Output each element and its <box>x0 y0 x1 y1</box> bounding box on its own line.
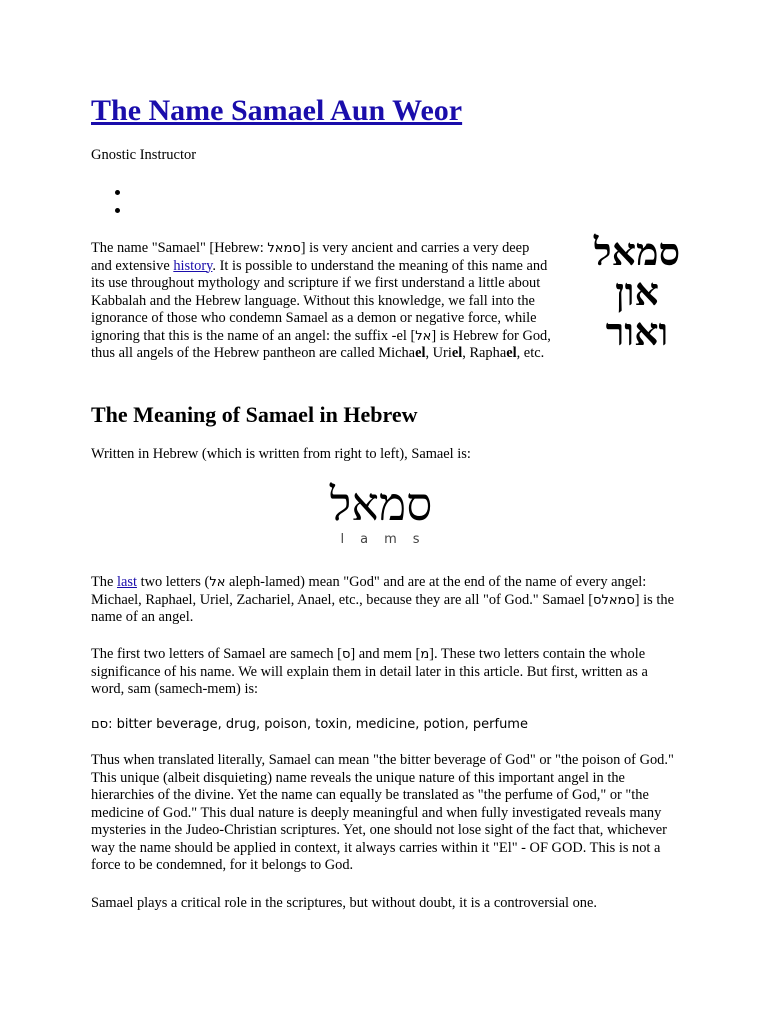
paragraph: Samael plays a critical role in the scriptures, but without doubt, it is a controversial one. <box>91 895 597 911</box>
page-title <box>91 94 462 128</box>
intro-paragraph <box>91 240 553 363</box>
samael-hebrew-figure <box>321 478 441 547</box>
history-link[interactable]: history <box>173 257 213 274</box>
hebrew-word: סמאל <box>593 229 681 274</box>
section-heading: The Meaning of Samael in Hebrew <box>91 402 418 427</box>
text: : bitter beverage, drug, poison, toxin, medicine, potion, perfume <box>108 717 528 732</box>
hebrew-word: און <box>615 269 659 314</box>
paragraph: Thus when translated literally, Samael can mean "the bitter beverage of God" or "the poison of God." This unique (albeit disquieting) name reveals the unique nature of this important angel in the hierarchies of the divine. Yet the name can equally be translated as "the perfume of God," or "the medicine of God." This dual nature is deeply meaningful and when fully investigated reveals many mysteries in the Judeo-Christian scriptures. Yet, one should not lose sight of the fact that, whichever way the name should be applied in context, it always carries within it "El" - OF GOD. This is not a force to be condemned, for it belongs to God. <box>91 752 674 873</box>
subtitle: Gnostic Instructor <box>91 147 197 163</box>
text: The name "Samael" [Hebrew: <box>91 240 268 256</box>
hebrew-text: מ <box>420 647 430 662</box>
hebrew-name-graphic <box>593 229 681 354</box>
text: ]. These two letters contain the whole significance of his name. We will explain them in detail later in this article. But first, written as a word, sam (samech-mem) is: <box>91 646 648 697</box>
transliteration: lams <box>340 532 436 547</box>
text: The <box>91 574 117 590</box>
hebrew-text: סמאל <box>267 241 301 256</box>
text: , Rapha <box>462 345 507 361</box>
bold-suffix: el <box>415 345 426 361</box>
paragraph <box>91 574 681 627</box>
hebrew-word: סמאל <box>329 477 433 531</box>
sam-definition <box>91 716 681 734</box>
hebrew-text: אל <box>209 575 226 590</box>
text: The first two letters of Samael are samech [ <box>91 646 342 662</box>
title-link[interactable]: The Name Samael Aun Weor <box>91 94 463 127</box>
text: , Uri <box>425 345 452 361</box>
bold-suffix: el <box>506 345 517 361</box>
text: . It is possible to understand the meaning of this name and its use throughout mythology and scripture if we first understand a little about Kabbalah and the Hebrew language. Without this knowledge, we fall into the ignorance of those who condemn Samael as a demon or negative force, while ignoring that this is the name of an angel: the suffix -el [ <box>91 257 548 344</box>
hebrew-text: ס <box>341 647 351 662</box>
text: two letters ( <box>136 574 210 590</box>
text: ] is Hebrew for God, thus all angels of the Hebrew pantheon are called Micha <box>91 327 551 361</box>
hebrew-text: אל <box>415 328 432 344</box>
text: ] and mem [ <box>350 646 421 662</box>
last-link[interactable]: last <box>116 574 137 590</box>
text: aleph-lamed) mean "God" and are at the end of the name of every angel: Michael, Raphael, Uriel, Zachariel, Anael, etc., because they are all "of God." Samael [ <box>91 574 647 608</box>
hebrew-text: סמאלס <box>593 592 635 608</box>
text: , etc. <box>516 345 545 361</box>
hebrew-text: סם <box>91 717 109 732</box>
hebrew-word: ואור <box>605 309 669 354</box>
paragraph: Written in Hebrew (which is written from right to left), Samael is: <box>91 446 471 462</box>
paragraph <box>91 646 681 699</box>
text: ] is very ancient and carries a very deep and extensive <box>91 240 530 274</box>
bold-suffix: el <box>451 345 463 361</box>
text: ] is the name of an angel. <box>91 591 674 625</box>
